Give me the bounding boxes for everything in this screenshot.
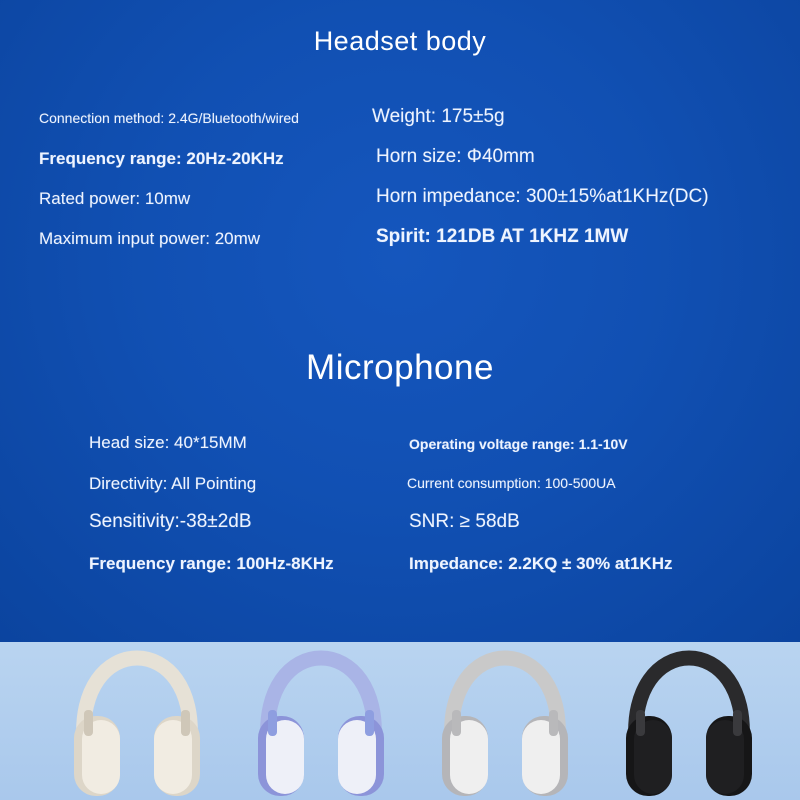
horn-size-spec: Horn size: Φ40mm bbox=[376, 146, 535, 167]
rated-power-spec: Rated power: 10mw bbox=[39, 189, 191, 208]
operating-voltage-spec: Operating voltage range: 1.1-10V bbox=[409, 436, 628, 452]
headset-frequency-spec: Frequency range: 20Hz-20KHz bbox=[39, 149, 284, 168]
mic-impedance-spec: Impedance: 2.2KQ ± 30% at1KHz bbox=[409, 554, 673, 573]
product-color-lineup bbox=[0, 642, 800, 800]
weight-spec: Weight: 175±5g bbox=[372, 106, 505, 127]
headphone-black-icon bbox=[614, 650, 764, 800]
microphone-title: Microphone bbox=[306, 348, 494, 387]
mic-frequency-spec: Frequency range: 100Hz-8KHz bbox=[89, 554, 334, 573]
directivity-spec: Directivity: All Pointing bbox=[89, 474, 257, 493]
sensitivity-spec: Sensitivity:-38±2dB bbox=[89, 511, 252, 532]
spirit-spec: Spirit: 121DB AT 1KHZ 1MW bbox=[376, 226, 629, 247]
current-consumption-spec: Current consumption: 100-500UA bbox=[407, 475, 616, 491]
headphone-blue-purple-icon bbox=[246, 650, 396, 800]
horn-impedance-spec: Horn impedance: 300±15%at1KHz(DC) bbox=[376, 186, 709, 207]
max-input-power-spec: Maximum input power: 20mw bbox=[39, 229, 261, 248]
snr-spec: SNR: ≥ 58dB bbox=[409, 511, 520, 532]
mic-head-size-spec: Head size: 40*15MM bbox=[89, 433, 247, 452]
headphone-grey-icon bbox=[430, 650, 580, 800]
headset-body-title: Headset body bbox=[313, 26, 487, 56]
headphone-cream-icon bbox=[62, 650, 212, 800]
connection-method-spec: Connection method: 2.4G/Bluetooth/wired bbox=[39, 110, 299, 126]
